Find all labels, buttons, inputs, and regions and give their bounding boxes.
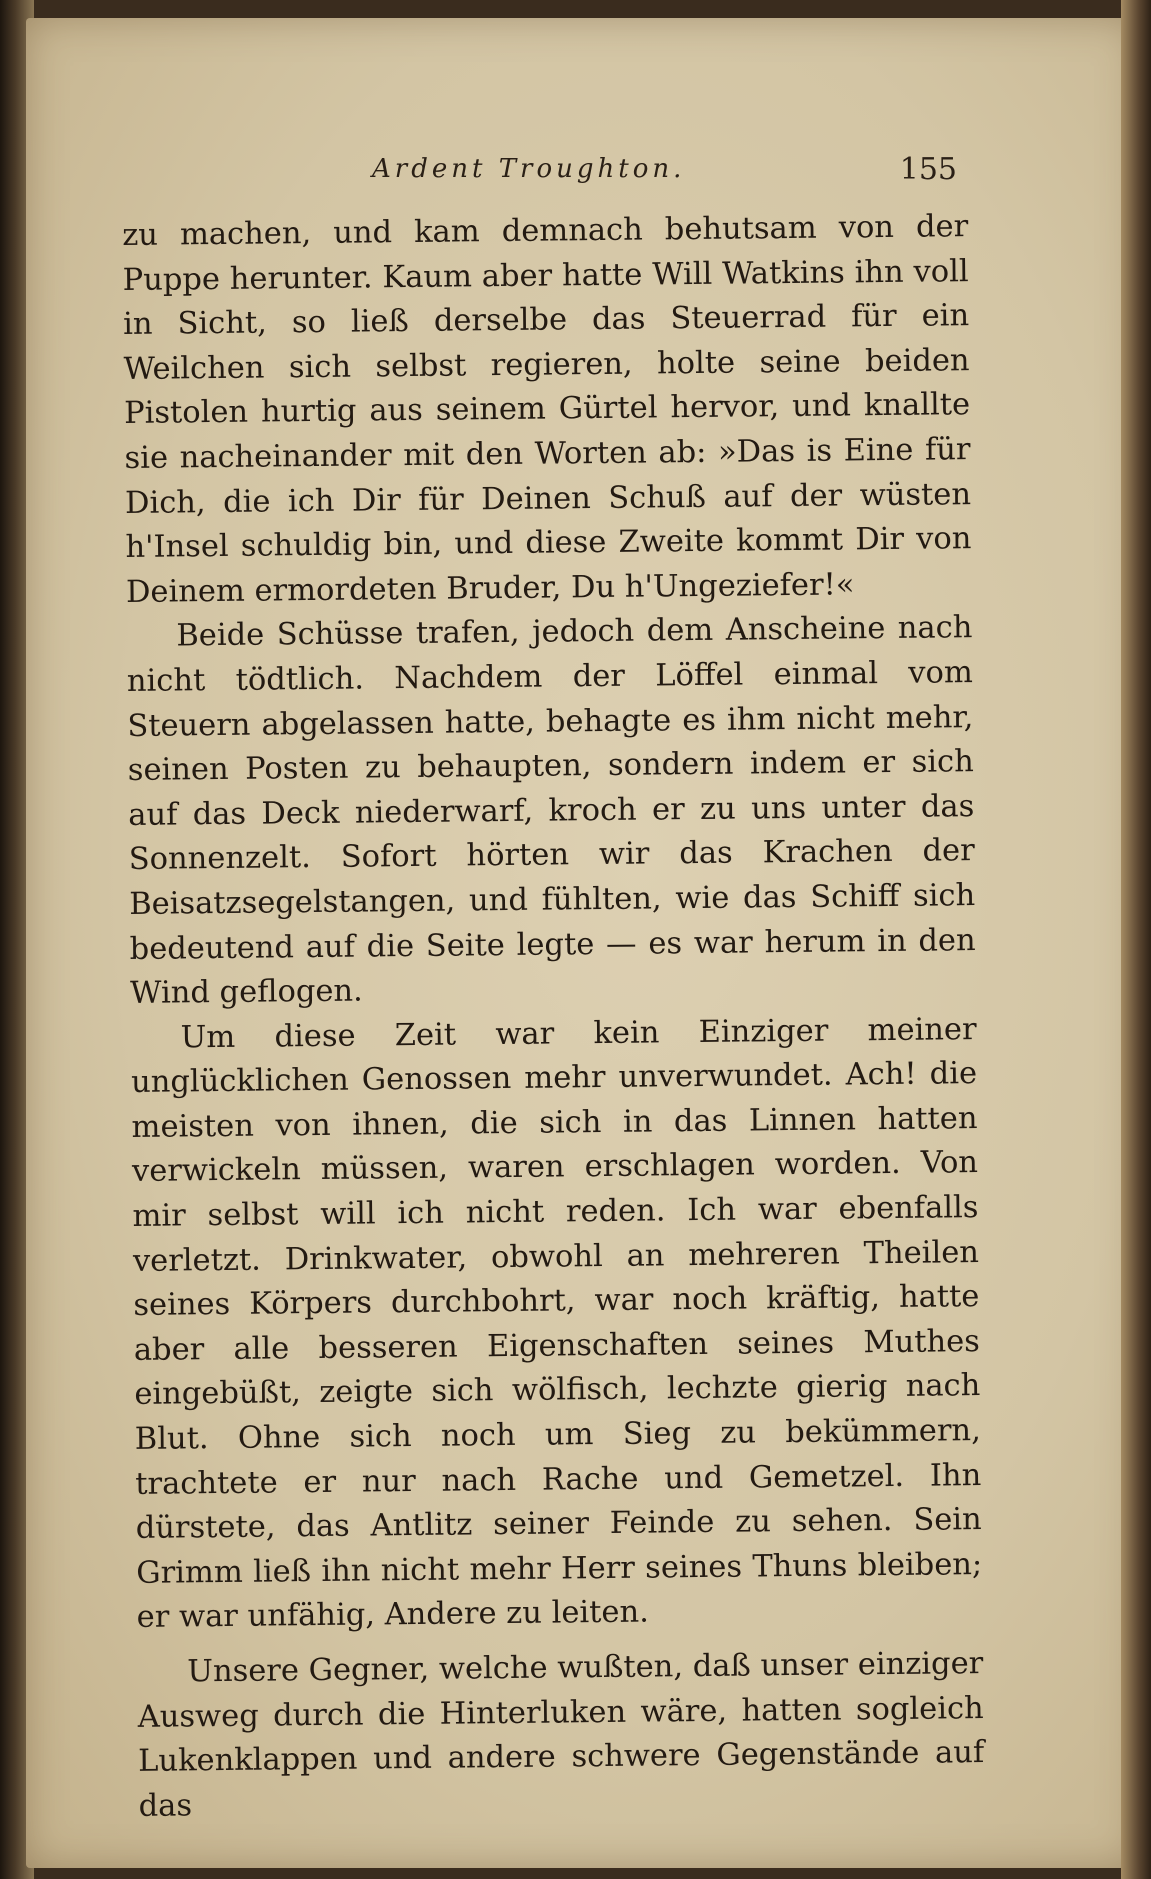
paragraph-2: Beide Schüsse trafen, jedoch dem Anscheine nach nicht tödtlich. Nachdem der Löffel einmal vom Steuern abgelassen hatte, behagte es ihm nicht mehr, seinen Posten zu behaupten, sondern indem er sich auf das Deck niederwarf, kroch er zu uns unter das Sonnenzelt. Sofort hörten wir das Krachen der Beisatzsegelstangen, und fühlten, wie das Schiff sich bedeutend auf die Seite legte — es war herum in den Wind geflogen. <box>126 610 976 1012</box>
body-text <box>122 205 985 1829</box>
page-edge <box>1121 0 1151 1879</box>
running-head: Ardent Troughton. <box>372 154 686 184</box>
paragraph-3: Um diese Zeit war kein Einziger meiner unglücklichen Genossen mehr unverwundet. Ach! die meisten von ihnen, die sich in das Linnen hatten verwickeln müssen, waren erschlagen worden. Von mir selbst will ich nicht reden. Ich war ebenfalls verletzt. Drinkwater, obwohl an mehreren Theilen seines Körpers durchbohrt, war noch kräftig, hatte aber alle besseren Eigenschaften seines Muthes eingebüßt, zeigte sich wölfisch, lechzte gierig nach Blut. Ohne sich noch um Sieg zu bekümmern, trachtete er nur nach Rache und Gemetzel. Ihn dürstete, das Antlitz seiner Feinde zu sehen. Sein Grimm ließ ihn nicht mehr Herr seines Thuns bleiben; er war unfähig, Andere zu leiten. <box>130 1011 983 1636</box>
paragraph-4: Unsere Gegner, welche wußten, daß unser einziger Ausweg durch die Hinterluken wäre, hatten sogleich Lukenklappen und andere schwere Gegenstände auf das <box>137 1646 985 1824</box>
page-number: 155 <box>899 152 957 187</box>
page-header <box>342 152 957 192</box>
book-page <box>26 18 1138 1868</box>
paragraph-1: zu machen, und kam demnach behutsam von der Puppe herunter. Kaum aber hatte Will Watkins ihn voll in Sicht, so ließ derselbe das Steuerrad für ein Weilchen sich selbst regieren, holte seine beiden Pistolen hurtig aus seinem Gürtel hervor, und knallte sie nacheinander mit den Worten ab: »Das is Eine für Dich, die ich Dir für Deinen Schuß auf der wüsten h'Insel schuldig bin, und diese Zweite kommt Dir von Deinem ermordeten Bruder, Du h'Ungeziefer!« <box>122 209 972 610</box>
